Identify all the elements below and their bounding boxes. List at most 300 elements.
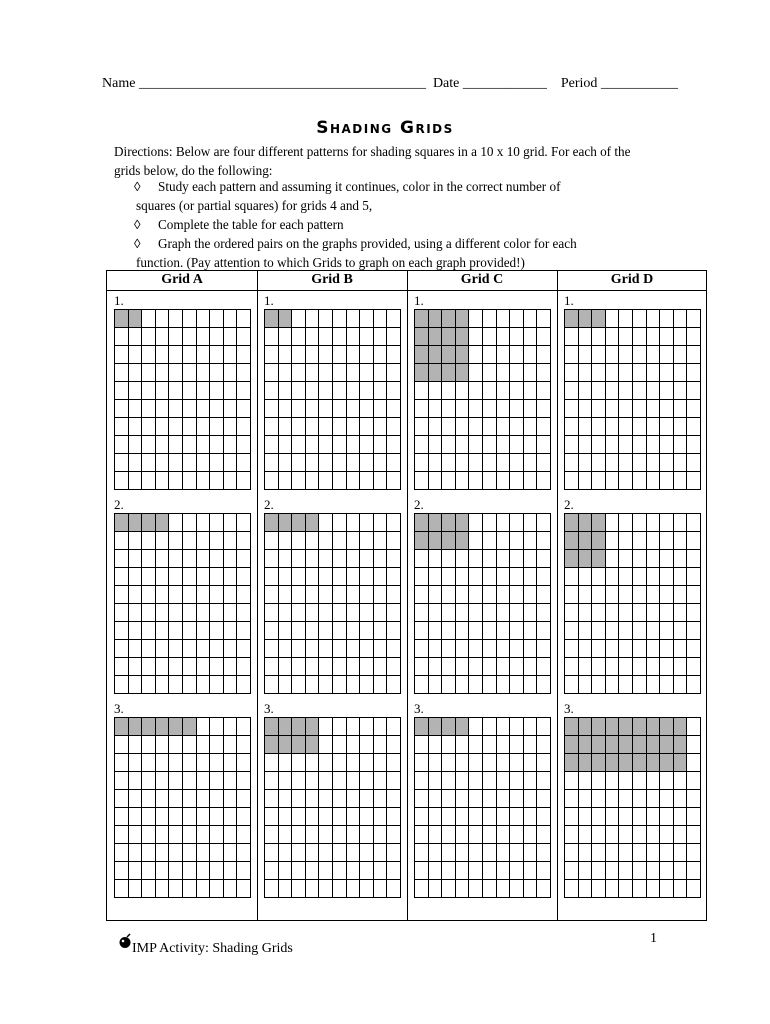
grid-square[interactable] [306,346,320,364]
grid-square[interactable] [333,658,347,676]
grid-square[interactable] [456,568,470,586]
grid-square[interactable] [319,658,333,676]
grid-square[interactable] [347,400,361,418]
grid-square[interactable] [279,436,293,454]
grid-square[interactable] [306,622,320,640]
grid-square[interactable] [319,472,333,490]
grid-square[interactable] [660,880,674,898]
grid-square[interactable] [537,862,551,880]
grid-square[interactable] [237,454,251,472]
grid-square[interactable] [333,622,347,640]
grid-square[interactable] [537,604,551,622]
grid-square[interactable] [524,514,538,532]
grid-square[interactable] [429,400,443,418]
grid-square[interactable] [647,772,661,790]
grid-square[interactable] [197,736,211,754]
grid-square[interactable] [265,772,279,790]
grid-square[interactable] [347,532,361,550]
grid-square[interactable] [292,808,306,826]
grid-square[interactable] [183,658,197,676]
grid-square[interactable] [537,808,551,826]
grid-square[interactable] [319,790,333,808]
grid-square[interactable] [156,676,170,694]
grid-square[interactable] [497,382,511,400]
grid-square[interactable] [210,436,224,454]
grid-square[interactable] [183,532,197,550]
grid-square[interactable] [224,550,238,568]
shaded-square[interactable] [456,718,470,736]
grid-square[interactable] [115,454,129,472]
grid-square[interactable] [183,586,197,604]
grid-square[interactable] [537,328,551,346]
grid-square[interactable] [633,550,647,568]
grid-square[interactable] [633,844,647,862]
grid-square[interactable] [237,586,251,604]
grid-square[interactable] [483,754,497,772]
grid-square[interactable] [224,382,238,400]
grid-square[interactable] [633,862,647,880]
grid-square[interactable] [374,382,388,400]
grid-square[interactable] [183,640,197,658]
grid-square[interactable] [347,640,361,658]
grid-square[interactable] [415,808,429,826]
grid-square[interactable] [456,382,470,400]
grid-square[interactable] [279,472,293,490]
grid-square[interactable] [647,808,661,826]
grid-square[interactable] [156,436,170,454]
grid-square[interactable] [674,328,688,346]
grid-square[interactable] [524,328,538,346]
grid-square[interactable] [647,436,661,454]
grid-square[interactable] [415,604,429,622]
grid-square[interactable] [115,844,129,862]
grid-square[interactable] [674,400,688,418]
grid-square[interactable] [183,514,197,532]
grid-square[interactable] [156,790,170,808]
grid-square[interactable] [360,640,374,658]
grid-square[interactable] [129,862,143,880]
grid-square[interactable] [537,400,551,418]
grid-square[interactable] [319,844,333,862]
grid-square[interactable] [360,568,374,586]
grid-square[interactable] [537,844,551,862]
grid-square[interactable] [510,532,524,550]
grid-square[interactable] [224,400,238,418]
grid-square[interactable] [347,622,361,640]
grid-square[interactable] [210,826,224,844]
grid-square[interactable] [387,454,401,472]
grid-square[interactable] [687,880,701,898]
grid-square[interactable] [210,472,224,490]
grid-square[interactable] [292,844,306,862]
grid-square[interactable] [319,454,333,472]
grid-square[interactable] [619,400,633,418]
grid-square[interactable] [606,586,620,604]
shaded-square[interactable] [456,532,470,550]
grid-square[interactable] [347,454,361,472]
grid-square[interactable] [537,754,551,772]
grid-square[interactable] [687,568,701,586]
grid-square[interactable] [510,880,524,898]
grid-square[interactable] [129,790,143,808]
grid-square[interactable] [469,880,483,898]
grid-square[interactable] [237,364,251,382]
grid-square[interactable] [510,472,524,490]
grid-square[interactable] [129,586,143,604]
grid-square[interactable] [306,472,320,490]
grid-square[interactable] [292,328,306,346]
grid-square[interactable] [592,454,606,472]
grid-square[interactable] [224,586,238,604]
grid-square[interactable] [606,826,620,844]
grid-square[interactable] [524,718,538,736]
grid-square[interactable] [565,676,579,694]
grid-square[interactable] [442,472,456,490]
grid-square[interactable] [537,472,551,490]
grid-square[interactable] [292,568,306,586]
shaded-square[interactable] [442,346,456,364]
grid-square[interactable] [510,808,524,826]
grid-square[interactable] [387,862,401,880]
grid-square[interactable] [387,514,401,532]
grid-square[interactable] [265,862,279,880]
grid-square[interactable] [579,880,593,898]
grid-square[interactable] [469,754,483,772]
grid-square[interactable] [279,676,293,694]
grid-square[interactable] [333,382,347,400]
grid-square[interactable] [333,532,347,550]
grid-square[interactable] [647,532,661,550]
grid-square[interactable] [483,346,497,364]
grid-square[interactable] [319,640,333,658]
grid-square[interactable] [265,364,279,382]
grid-square[interactable] [619,790,633,808]
grid-square[interactable] [592,826,606,844]
grid-square[interactable] [360,772,374,790]
grid-square[interactable] [169,382,183,400]
grid-square[interactable] [387,568,401,586]
grid-square[interactable] [224,472,238,490]
grid-square[interactable] [224,658,238,676]
grid-square[interactable] [333,808,347,826]
shaded-square[interactable] [279,718,293,736]
grid-square[interactable] [687,826,701,844]
grid-square[interactable] [497,640,511,658]
grid-square[interactable] [442,676,456,694]
grid-square[interactable] [374,454,388,472]
grid-square[interactable] [115,790,129,808]
grid-square[interactable] [142,826,156,844]
grid-square[interactable] [210,364,224,382]
grid-square[interactable] [537,676,551,694]
grid-square[interactable] [469,550,483,568]
grid-square[interactable] [456,454,470,472]
grid-square[interactable] [674,436,688,454]
grid-square[interactable] [279,382,293,400]
grid-square[interactable] [442,658,456,676]
grid-square[interactable] [237,514,251,532]
grid-square[interactable] [647,550,661,568]
grid-square[interactable] [237,550,251,568]
shaded-square[interactable] [619,718,633,736]
grid-square[interactable] [497,826,511,844]
grid-square[interactable] [592,418,606,436]
shaded-square[interactable] [592,754,606,772]
grid-square[interactable] [524,880,538,898]
grid-square[interactable] [579,400,593,418]
grid-square[interactable] [279,862,293,880]
shaded-square[interactable] [456,346,470,364]
grid-square[interactable] [429,808,443,826]
grid-square[interactable] [224,808,238,826]
grid-square[interactable] [674,568,688,586]
grid-square[interactable] [360,364,374,382]
grid-square[interactable] [129,658,143,676]
grid-square[interactable] [156,826,170,844]
shaded-square[interactable] [156,718,170,736]
grid-square[interactable] [415,736,429,754]
grid-square[interactable] [347,772,361,790]
grid-square[interactable] [319,436,333,454]
grid-square[interactable] [387,736,401,754]
grid-square[interactable] [169,310,183,328]
grid-square[interactable] [237,472,251,490]
grid-square[interactable] [674,862,688,880]
grid-square[interactable] [592,568,606,586]
grid-square[interactable] [415,622,429,640]
grid-square[interactable] [565,790,579,808]
grid-square[interactable] [442,604,456,622]
grid-square[interactable] [674,622,688,640]
grid-square[interactable] [183,826,197,844]
grid-square[interactable] [456,772,470,790]
grid-square[interactable] [565,622,579,640]
grid-square[interactable] [333,772,347,790]
grid-square[interactable] [483,790,497,808]
shading-grid-c-1[interactable] [414,309,551,490]
grid-square[interactable] [579,790,593,808]
grid-square[interactable] [469,862,483,880]
grid-square[interactable] [510,328,524,346]
shaded-square[interactable] [292,718,306,736]
grid-square[interactable] [619,550,633,568]
grid-square[interactable] [483,658,497,676]
grid-square[interactable] [687,808,701,826]
grid-square[interactable] [292,604,306,622]
grid-square[interactable] [156,418,170,436]
grid-square[interactable] [660,568,674,586]
grid-square[interactable] [674,550,688,568]
grid-square[interactable] [183,472,197,490]
grid-square[interactable] [319,382,333,400]
grid-square[interactable] [279,454,293,472]
shaded-square[interactable] [647,754,661,772]
grid-square[interactable] [510,514,524,532]
shaded-square[interactable] [183,718,197,736]
grid-square[interactable] [360,400,374,418]
grid-square[interactable] [197,604,211,622]
grid-square[interactable] [279,532,293,550]
grid-square[interactable] [633,808,647,826]
grid-square[interactable] [374,826,388,844]
grid-square[interactable] [156,586,170,604]
grid-square[interactable] [387,400,401,418]
grid-square[interactable] [142,346,156,364]
grid-square[interactable] [565,346,579,364]
grid-square[interactable] [483,400,497,418]
grid-square[interactable] [537,310,551,328]
grid-square[interactable] [183,436,197,454]
grid-square[interactable] [537,418,551,436]
grid-square[interactable] [333,400,347,418]
grid-square[interactable] [183,310,197,328]
grid-square[interactable] [265,382,279,400]
grid-square[interactable] [360,862,374,880]
grid-square[interactable] [565,454,579,472]
grid-square[interactable] [497,604,511,622]
name-blank[interactable]: _________________________________________ [138,76,426,91]
shaded-square[interactable] [579,550,593,568]
grid-square[interactable] [197,400,211,418]
grid-square[interactable] [647,862,661,880]
grid-square[interactable] [387,880,401,898]
grid-square[interactable] [442,808,456,826]
grid-square[interactable] [197,328,211,346]
grid-square[interactable] [483,718,497,736]
grid-square[interactable] [169,622,183,640]
shaded-square[interactable] [115,718,129,736]
grid-square[interactable] [183,880,197,898]
grid-square[interactable] [347,310,361,328]
shaded-square[interactable] [606,754,620,772]
grid-square[interactable] [456,550,470,568]
grid-square[interactable] [237,676,251,694]
date-blank[interactable]: ____________ [462,76,547,91]
grid-square[interactable] [592,658,606,676]
grid-square[interactable] [524,640,538,658]
grid-square[interactable] [129,772,143,790]
grid-square[interactable] [210,880,224,898]
grid-square[interactable] [183,328,197,346]
grid-square[interactable] [456,658,470,676]
grid-square[interactable] [156,754,170,772]
grid-square[interactable] [429,550,443,568]
grid-square[interactable] [197,568,211,586]
grid-square[interactable] [633,310,647,328]
grid-square[interactable] [442,880,456,898]
shaded-square[interactable] [279,514,293,532]
grid-square[interactable] [129,328,143,346]
grid-square[interactable] [647,514,661,532]
shaded-square[interactable] [592,310,606,328]
grid-square[interactable] [292,622,306,640]
grid-square[interactable] [429,472,443,490]
grid-square[interactable] [524,604,538,622]
grid-square[interactable] [687,364,701,382]
grid-square[interactable] [115,676,129,694]
grid-square[interactable] [360,622,374,640]
grid-square[interactable] [319,550,333,568]
grid-square[interactable] [469,454,483,472]
grid-square[interactable] [619,622,633,640]
grid-square[interactable] [169,514,183,532]
grid-square[interactable] [360,532,374,550]
grid-square[interactable] [279,790,293,808]
grid-square[interactable] [142,862,156,880]
grid-square[interactable] [142,736,156,754]
grid-square[interactable] [456,676,470,694]
grid-square[interactable] [306,454,320,472]
grid-square[interactable] [319,568,333,586]
grid-square[interactable] [197,586,211,604]
grid-square[interactable] [333,418,347,436]
shaded-square[interactable] [579,514,593,532]
grid-square[interactable] [619,346,633,364]
grid-square[interactable] [374,532,388,550]
shading-grid-d-1[interactable] [564,309,701,490]
grid-square[interactable] [674,418,688,436]
grid-square[interactable] [510,454,524,472]
grid-square[interactable] [497,676,511,694]
grid-square[interactable] [660,550,674,568]
grid-square[interactable] [387,346,401,364]
shading-grid-c-2[interactable] [414,513,551,694]
grid-square[interactable] [142,772,156,790]
grid-square[interactable] [579,622,593,640]
grid-square[interactable] [129,382,143,400]
grid-square[interactable] [347,328,361,346]
grid-square[interactable] [510,862,524,880]
grid-square[interactable] [674,586,688,604]
grid-square[interactable] [169,436,183,454]
grid-square[interactable] [224,622,238,640]
grid-square[interactable] [306,676,320,694]
grid-square[interactable] [306,808,320,826]
shaded-square[interactable] [265,736,279,754]
grid-square[interactable] [579,436,593,454]
grid-square[interactable] [115,658,129,676]
grid-square[interactable] [360,754,374,772]
grid-square[interactable] [210,640,224,658]
grid-square[interactable] [347,514,361,532]
shaded-square[interactable] [674,754,688,772]
grid-square[interactable] [606,880,620,898]
grid-square[interactable] [156,550,170,568]
grid-square[interactable] [633,382,647,400]
grid-square[interactable] [415,790,429,808]
grid-square[interactable] [469,364,483,382]
grid-square[interactable] [115,586,129,604]
grid-square[interactable] [183,736,197,754]
grid-square[interactable] [319,310,333,328]
grid-square[interactable] [633,454,647,472]
grid-square[interactable] [606,772,620,790]
shaded-square[interactable] [415,310,429,328]
grid-square[interactable] [197,454,211,472]
grid-square[interactable] [374,346,388,364]
grid-square[interactable] [156,862,170,880]
grid-square[interactable] [333,880,347,898]
grid-square[interactable] [374,862,388,880]
shaded-square[interactable] [592,532,606,550]
grid-square[interactable] [619,826,633,844]
grid-square[interactable] [497,568,511,586]
grid-square[interactable] [647,568,661,586]
grid-square[interactable] [319,736,333,754]
grid-square[interactable] [142,622,156,640]
grid-square[interactable] [592,400,606,418]
grid-square[interactable] [183,772,197,790]
